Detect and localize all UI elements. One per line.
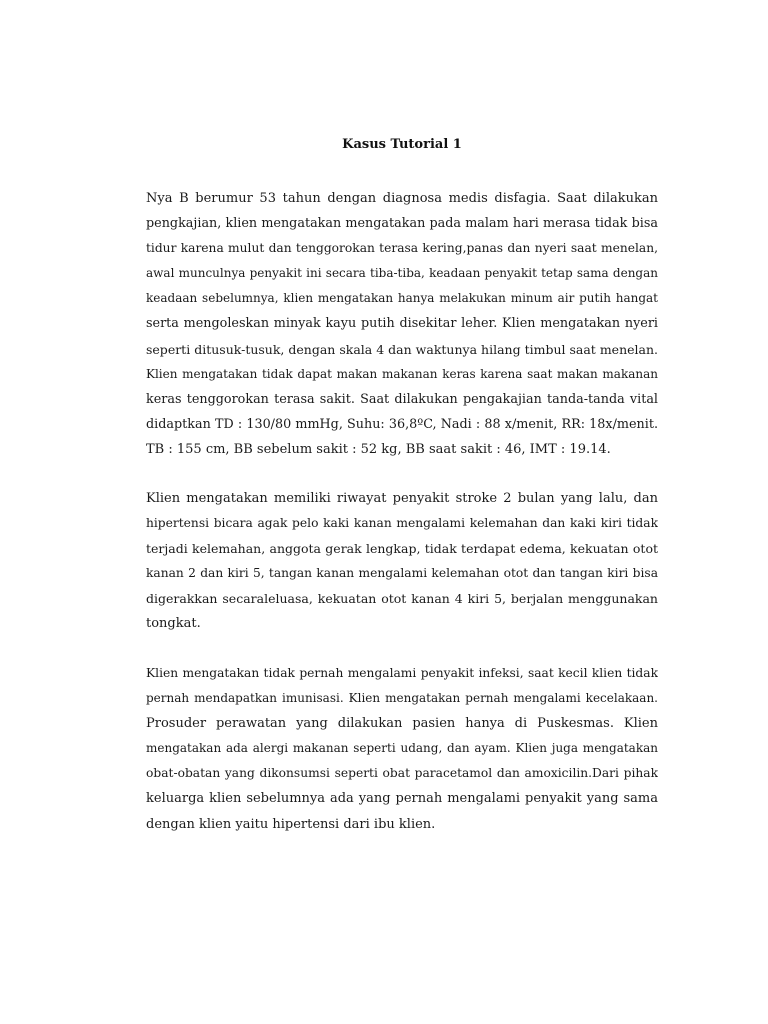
text-line: hipertensi bicara agak pelo kaki kanan mengalami kelemahan dan kaki kiri tidak: [146, 516, 658, 531]
text-line: kanan 2 dan kiri 5, tangan kanan mengalami kelemahan otot dan tangan kiri bisa: [146, 566, 658, 581]
text-line: didaptkan TD : 130/80 mmHg, Suhu: 36,8ºC, Nadi : 88 x/menit, RR: 18x/menit.: [146, 416, 658, 432]
text-line: mengatakan ada alergi makanan seperti udang, dan ayam. Klien juga mengatakan: [146, 741, 658, 756]
paragraph-3: [146, 661, 658, 837]
text-line: Klien mengatakan tidak pernah mengalami penyakit infeksi, saat kecil klien tidak: [146, 666, 658, 680]
text-line: serta mengoleskan minyak kayu putih disekitar leher. Klien mengatakan nyeri: [146, 316, 658, 332]
document-title: Kasus Tutorial 1: [342, 137, 462, 152]
text-line: awal munculnya penyakit ini secara tiba-tiba, keadaan penyakit tetap sama dengan: [146, 266, 658, 281]
text-line: keras tenggorokan terasa sakit. Saat dilakukan pengakajian tanda-tanda vital: [146, 391, 658, 407]
text-line: keluarga klien sebelumnya ada yang pernah mengalami penyakit yang sama: [146, 791, 658, 807]
text-line: Nya B berumur 53 tahun dengan diagnosa medis disfagia. Saat dilakukan: [146, 191, 658, 206]
text-line: TB : 155 cm, BB sebelum sakit : 52 kg, BB saat sakit : 46, IMT : 19.14.: [146, 441, 611, 457]
text-line: pengkajian, klien mengatakan mengatakan pada malam hari merasa tidak bisa: [146, 216, 658, 232]
text-line: terjadi kelemahan, anggota gerak lengkap, tidak terdapat edema, kekuatan otot: [146, 541, 658, 557]
text-line: pernah mendapatkan imunisasi. Klien mengatakan pernah mengalami kecelakaan.: [146, 691, 658, 706]
text-line: tidur karena mulut dan tenggorokan terasa kering,panas dan nyeri saat menelan,: [146, 241, 658, 256]
text-line: dengan klien yaitu hipertensi dari ibu klien.: [146, 816, 436, 832]
text-line: Klien mengatakan tidak dapat makan makanan keras karena saat makan makanan: [146, 366, 658, 381]
text-line: digerakkan secaraleluasa, kekuatan otot kanan 4 kiri 5, berjalan menggunakan: [146, 591, 658, 607]
text-line: seperti ditusuk-tusuk, dengan skala 4 dan waktunya hilang timbul saat menelan.: [146, 341, 658, 357]
text-line: Prosuder perawatan yang dilakukan pasien hanya di Puskesmas. Klien: [146, 716, 658, 732]
paragraph-2: [146, 486, 658, 637]
text-line: keadaan sebelumnya, klien mengatakan hanya melakukan minum air putih hangat: [146, 291, 658, 306]
text-line: obat-obatan yang dikonsumsi seperti obat paracetamol dan amoxicilin.Dari pihak: [146, 766, 658, 781]
text-line: tongkat.: [146, 616, 201, 632]
paragraph-1: [146, 186, 658, 462]
text-line: Klien mengatakan memiliki riwayat penyakit stroke 2 bulan yang lalu, dan: [146, 491, 658, 506]
